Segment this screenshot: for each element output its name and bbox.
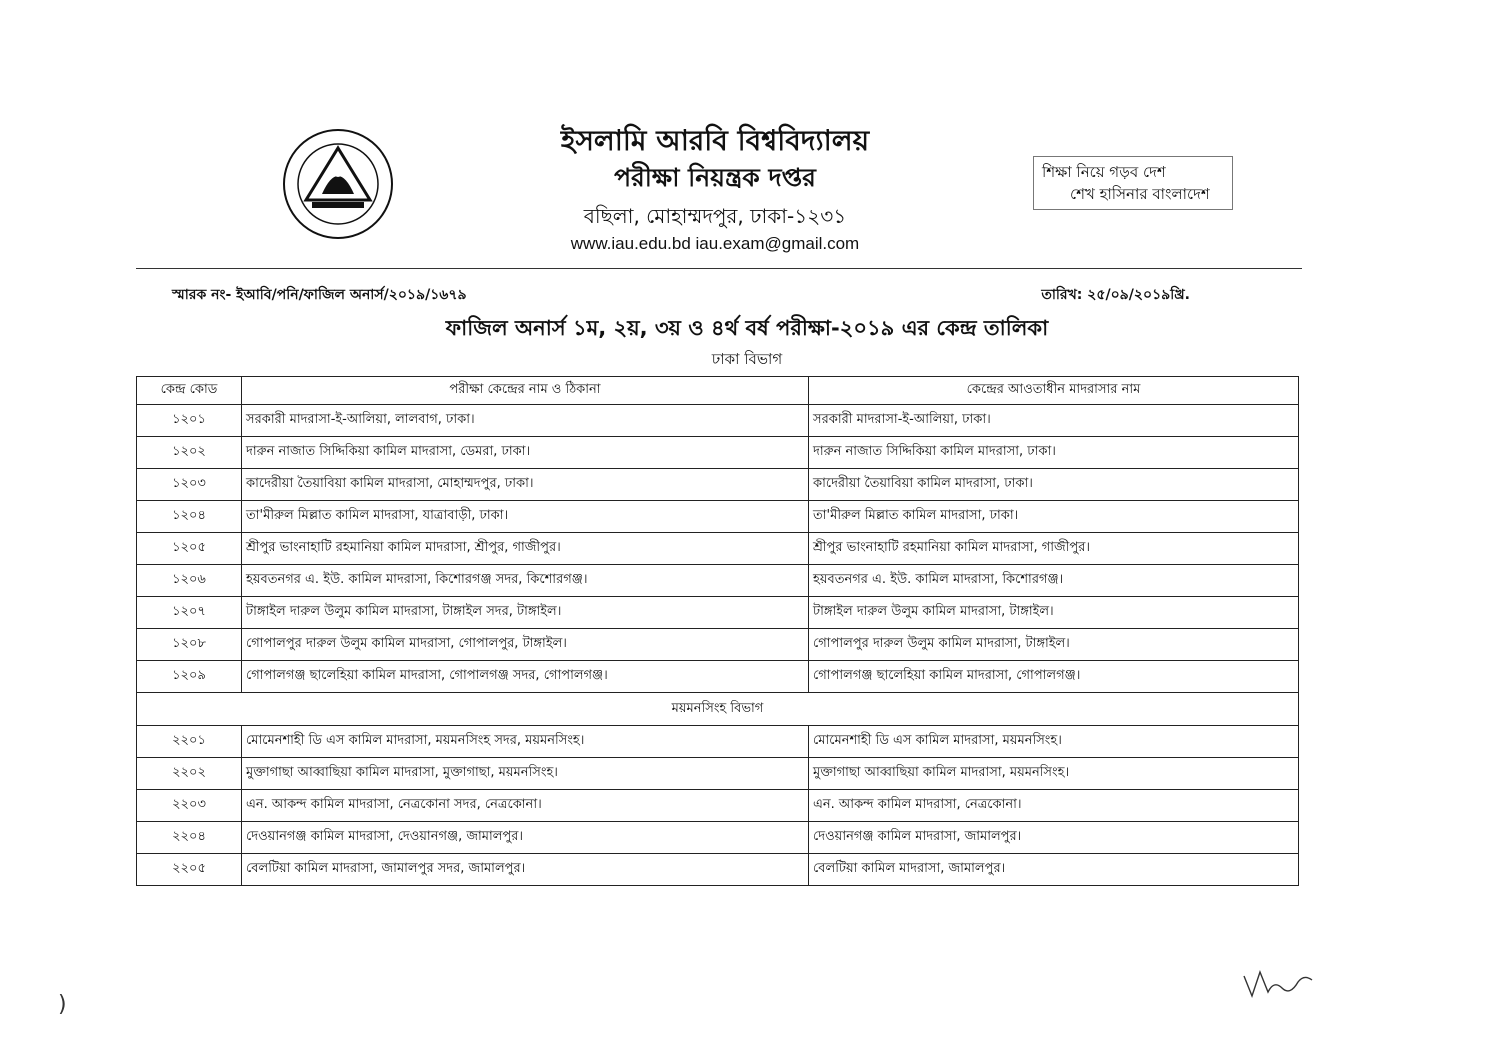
exam-center-name: সরকারী মাদরাসা-ই-আলিয়া, লালবাগ, ঢাকা। (242, 405, 809, 437)
table-row (137, 629, 1299, 661)
university-logo (282, 128, 394, 240)
exam-center-name: তা'মীরুল মিল্লাত কামিল মাদরাসা, যাত্রাবাড়ী, ঢাকা। (242, 501, 809, 533)
table-row (137, 469, 1299, 501)
header-code: কেন্দ্র কোড (137, 377, 242, 405)
table-row (137, 565, 1299, 597)
madrasa-name: দেওয়ানগঞ্জ কামিল মাদরাসা, জামালপুর। (809, 822, 1299, 854)
center-code: ১২০২ (137, 437, 242, 469)
date: তারিখ: ২৫/০৯/২০১৯খ্রি. (1041, 287, 1190, 303)
table-row (137, 437, 1299, 469)
web-email: www.iau.edu.bd iau.exam@gmail.com (570, 234, 860, 253)
table-row (137, 822, 1299, 854)
center-code: ২২০৩ (137, 790, 242, 822)
signature (1238, 962, 1318, 1002)
exam-center-name: মুক্তাগাছা আব্বাছিয়া কামিল মাদরাসা, মুক্তাগাছা, ময়মনসিংহ। (242, 758, 809, 790)
division-heading: ঢাকা বিভাগ (711, 350, 783, 368)
center-code: ১২০৬ (137, 565, 242, 597)
madrasa-name: মুক্তাগাছা আব্বাছিয়া কামিল মাদরাসা, ময়মনসিংহ। (809, 758, 1299, 790)
office-name: পরীক্ষা নিয়ন্ত্রক দপ্তর (614, 163, 816, 192)
slogan-line-2: শেখ হাসিনার বাংলাদেশ (1070, 185, 1210, 203)
subdivision-heading: ময়মনসিংহ বিভাগ (137, 693, 1299, 726)
exam-center-name: কাদেরীয়া তৈয়াবিয়া কামিল মাদরাসা, মোহাম্মদপুর, ঢাকা। (242, 469, 809, 501)
table-row (137, 501, 1299, 533)
table-row (137, 405, 1299, 437)
center-code: ২২০৫ (137, 854, 242, 886)
header (480, 122, 950, 256)
madrasa-name: শ্রীপুর ভাংনাহাটি রহমানিয়া কামিল মাদরাসা, গাজীপুর। (809, 533, 1299, 565)
madrasa-name: হয়বতনগর এ. ইউ. কামিল মাদরাসা, কিশোরগঞ্জ। (809, 565, 1299, 597)
table-row (137, 661, 1299, 693)
exam-center-name: হয়বতনগর এ. ইউ. কামিল মাদরাসা, কিশোরগঞ্জ সদর, কিশোরগঞ্জ। (242, 565, 809, 597)
exam-center-name: মোমেনশাহী ডি এস কামিল মাদরাসা, ময়মনসিংহ সদর, ময়মনসিংহ। (242, 726, 809, 758)
madrasa-name: গোপালগঞ্জ ছালেহিয়া কামিল মাদরাসা, গোপালগঞ্জ। (809, 661, 1299, 693)
center-code: ১২০৪ (137, 501, 242, 533)
table-row (137, 854, 1299, 886)
slogan-box (1033, 156, 1233, 210)
scan-mark: ) (58, 992, 67, 1017)
madrasa-name: দারুন নাজাত সিদ্দিকিয়া কামিল মাদরাসা, ঢাকা। (809, 437, 1299, 469)
madrasa-name: টাঙ্গাইল দারুল উলুম কামিল মাদরাসা, টাঙ্গাইল। (809, 597, 1299, 629)
table-row (137, 758, 1299, 790)
madrasa-name: এন. আকন্দ কামিল মাদরাসা, নেত্রকোনা। (809, 790, 1299, 822)
madrasa-name: তা'মীরুল মিল্লাত কামিল মাদরাসা, ঢাকা। (809, 501, 1299, 533)
exam-center-name: দেওয়ানগঞ্জ কামিল মাদরাসা, দেওয়ানগঞ্জ, জামালপুর। (242, 822, 809, 854)
exam-center-name: গোপালপুর দারুল উলুম কামিল মাদরাসা, গোপালপুর, টাঙ্গাইল। (242, 629, 809, 661)
subdivision-row (137, 693, 1299, 726)
center-code: ২২০৪ (137, 822, 242, 854)
table-header-row (137, 377, 1299, 405)
madrasa-name: মোমেনশাহী ডি এস কামিল মাদরাসা, ময়মনসিংহ। (809, 726, 1299, 758)
address: বছিলা, মোহাম্মদপুর, ঢাকা-১২৩১ (583, 204, 847, 228)
table-row (137, 726, 1299, 758)
center-code: ১২০৫ (137, 533, 242, 565)
exam-center-name: এন. আকন্দ কামিল মাদরাসা, নেত্রকোনা সদর, নেত্রকোনা। (242, 790, 809, 822)
university-name: ইসলামি আরবি বিশ্ববিদ্যালয় (560, 124, 870, 157)
center-code: ১২০৯ (137, 661, 242, 693)
table-row (137, 597, 1299, 629)
memo-number: স্মারক নং- ইআবি/পনি/ফাজিল অনার্স/২০১৯/১৬৭৯ (172, 287, 467, 303)
table-row (137, 533, 1299, 565)
center-code: ১২০৮ (137, 629, 242, 661)
exam-center-name: গোপালগঞ্জ ছালেহিয়া কামিল মাদরাসা, গোপালগঞ্জ সদর, গোপালগঞ্জ। (242, 661, 809, 693)
exam-center-name: টাঙ্গাইল দারুল উলুম কামিল মাদরাসা, টাঙ্গাইল সদর, টাঙ্গাইল। (242, 597, 809, 629)
madrasa-name: বেলটিয়া কামিল মাদরাসা, জামালপুর। (809, 854, 1299, 886)
center-code: ১২০৭ (137, 597, 242, 629)
exam-center-name: শ্রীপুর ভাংনাহাটি রহমানিয়া কামিল মাদরাসা, শ্রীপুর, গাজীপুর। (242, 533, 809, 565)
slogan-line-1: শিক্ষা নিয়ে গড়ব দেশ (1042, 163, 1166, 181)
center-code: ১২০১ (137, 405, 242, 437)
table-row (137, 790, 1299, 822)
header-divider (136, 268, 1302, 269)
madrasa-name: কাদেরীয়া তৈয়াবিয়া কামিল মাদরাসা, ঢাকা। (809, 469, 1299, 501)
madrasa-name: গোপালপুর দারুল উলুম কামিল মাদরাসা, টাঙ্গাইল। (809, 629, 1299, 661)
header-madrasa: কেন্দ্রের আওতাধীন মাদরাসার নাম (809, 377, 1299, 405)
exam-center-name: দারুন নাজাত সিদ্দিকিয়া কামিল মাদরাসা, ডেমরা, ঢাকা। (242, 437, 809, 469)
header-center: পরীক্ষা কেন্দ্রের নাম ও ঠিকানা (242, 377, 809, 405)
center-code: ২২০২ (137, 758, 242, 790)
document-title: ফাজিল অনার্স ১ম, ২য়, ৩য় ও ৪র্থ বর্ষ পরীক্ষা-২০১৯ এর কেন্দ্র তালিকা (445, 316, 1049, 340)
center-code: ১২০৩ (137, 469, 242, 501)
madrasa-name: সরকারী মাদরাসা-ই-আলিয়া, ঢাকা। (809, 405, 1299, 437)
exam-center-table (136, 376, 1299, 886)
exam-center-name: বেলটিয়া কামিল মাদরাসা, জামালপুর সদর, জামালপুর। (242, 854, 809, 886)
center-code: ২২০১ (137, 726, 242, 758)
